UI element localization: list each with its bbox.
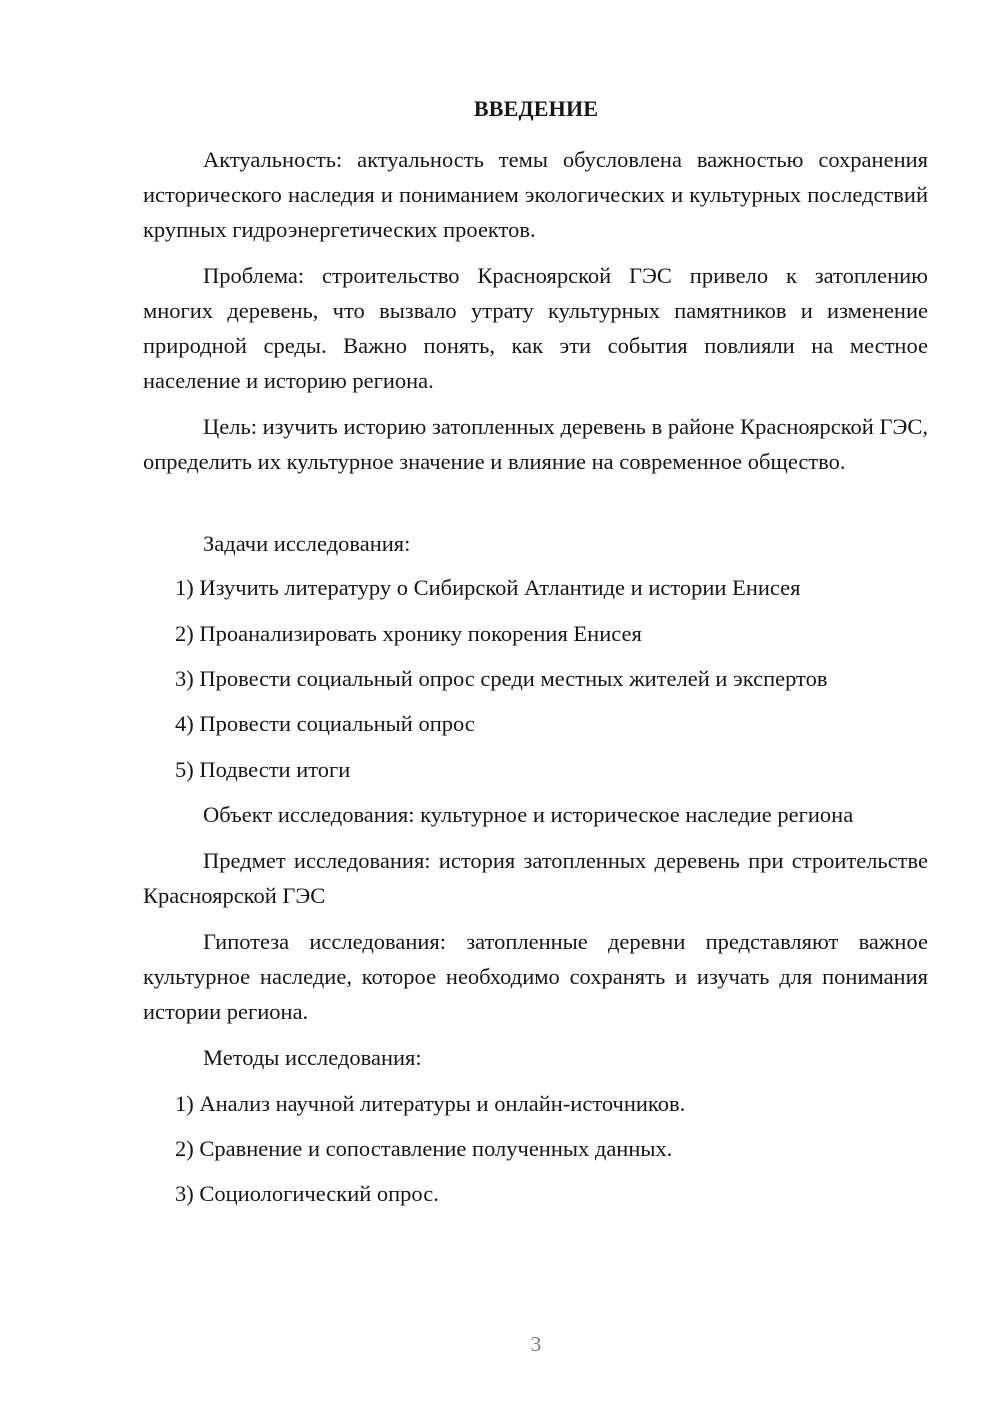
methods-heading: Методы исследования: [203,1045,422,1070]
page-number: 3 [530,1332,542,1356]
method-item-1: 1) Анализ научной литературы и онлайн-источников. [175,1091,686,1116]
subject-paragraph: Предмет исследования: история затопленных деревень при строительстве Красноярской ГЭС [143,848,928,908]
task-item-5: 5) Подвести итоги [175,757,351,782]
goal-paragraph: Цель: изучить историю затопленных деревень в районе Красноярской ГЭС, определить их культурное значение и влияние на современное общество. [143,414,928,474]
task-item-1: 1) Изучить литературу о Сибирской Атлантиде и истории Енисея [175,575,801,600]
page-title: ВВЕДЕНИЕ [473,96,599,121]
problem-paragraph: Проблема: строительство Красноярской ГЭС привело к затоплению многих деревень, что вызвало утрату культурных памятников и изменение природной среды. Важно понять, как эти события повлияли на местное население и историю региона. [143,263,928,393]
hypothesis-paragraph: Гипотеза исследования: затопленные деревни представляют важное культурное наследие, которое необходимо сохранять и изучать для понимания истории региона. [143,929,928,1024]
object-paragraph: Объект исследования: культурное и историческое наследие региона [203,802,854,827]
method-item-2: 2) Сравнение и сопоставление полученных данных. [175,1136,673,1161]
method-item-3: 3) Социологический опрос. [175,1181,439,1206]
tasks-heading: Задачи исследования: [203,531,411,556]
relevance-paragraph: Актуальность: актуальность темы обусловлена важностью сохранения исторического наследия и пониманием экологических и культурных последствий крупных гидроэнергетических проектов. [143,147,928,242]
task-item-3: 3) Провести социальный опрос среди местных жителей и экспертов [175,666,828,691]
task-item-2: 2) Проанализировать хронику покорения Енисея [175,621,642,646]
task-item-4: 4) Провести социальный опрос [175,711,475,736]
